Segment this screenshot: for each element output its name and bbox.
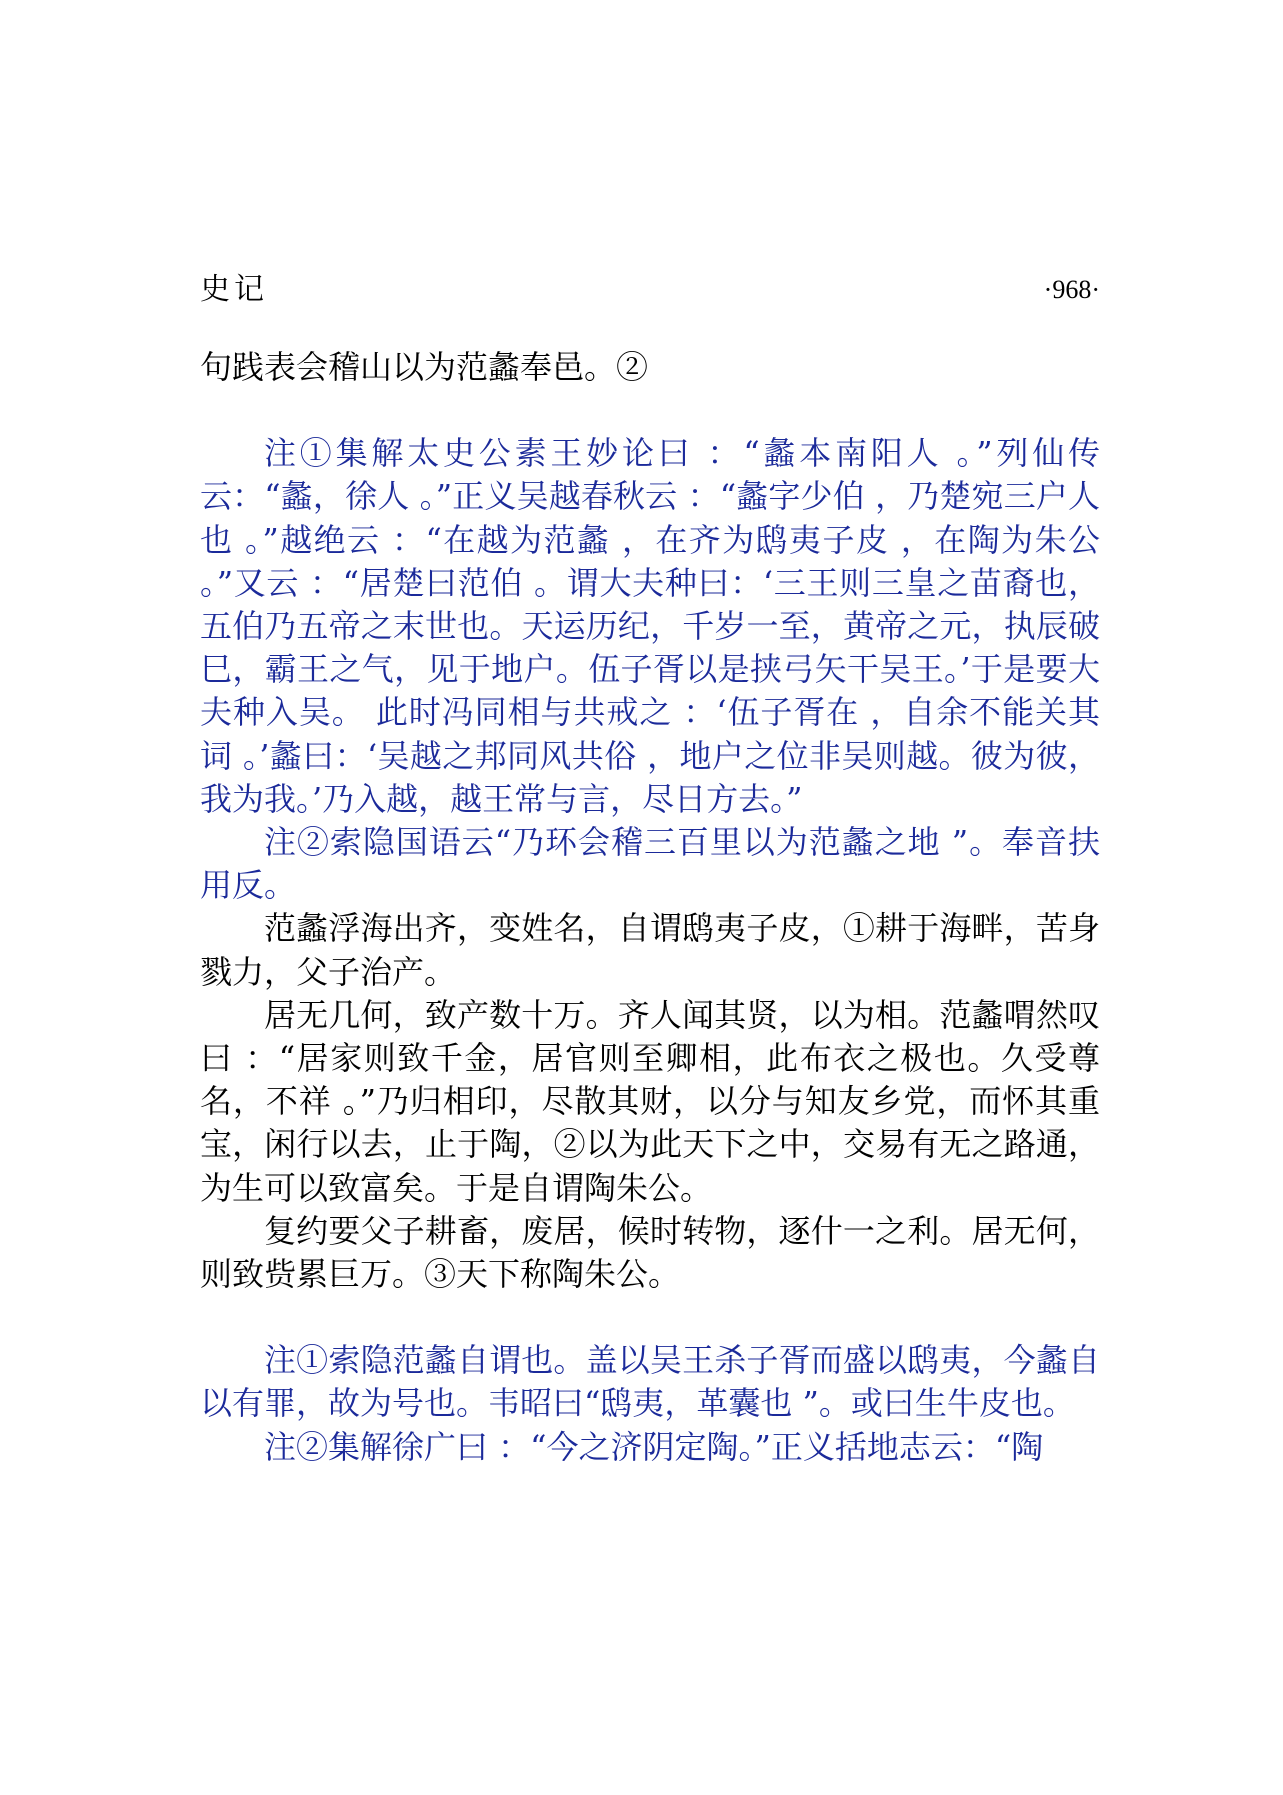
page-header — [200, 268, 1100, 312]
page-number: ·968· — [1043, 275, 1100, 304]
spacer — [200, 389, 1100, 432]
book-title: 史记 — [200, 272, 268, 307]
text-paragraph: 范蠡浮海出齐，变姓名，自谓鸱夷子皮，①耕于海畔，苦身戮力，父子治产。 — [200, 909, 1100, 991]
text-paragraph: 句践表会稽山以为范蠡奉邑。② — [200, 348, 649, 386]
annotation-paragraph: 注②索隐国语云“乃环会稽三百里以为范蠡之地 ”。奉音扶用反。 — [200, 823, 1100, 905]
body-text — [200, 346, 1100, 1469]
annotation-paragraph: 注①集解太史公素王妙论曰 ：“蠡本南阳人 。”列仙传云：“蠡，徐人 。”正义吴越春秋云 ：“蠡字少伯 ，乃楚宛三户人也 。”越绝云 ：“在越为范蠡 ，在齐为鸱夷子皮 ，在陶为朱公 。”又云 ：“居楚曰范伯 。谓大夫种曰：‘三王则三皇之苗裔也，五伯乃五帝之末世也。天运历纪，千岁一至，黄帝之元，执辰破巳，霸王之气，见于地户。伍子胥以是挟弓矢干吴王。’于是要大夫种入吴。 此时冯同相与共戒之 ：‘伍子胥在 ，自余不能关其词 。’蠡曰：‘吴越之邦同风共俗 ，地户之位非吴则越。彼为彼，我为我。’乃入越，越王常与言，尽日方去。” — [200, 434, 1100, 818]
spacer — [200, 1296, 1100, 1339]
annotation-paragraph: 注②集解徐广曰 ：“今之济阴定陶。”正义括地志云：“陶 — [264, 1427, 1044, 1466]
text-paragraph: 复约要父子耕畜，废居，候时转物，逐什一之利。居无何，则致赀累巨万。③天下称陶朱公。 — [200, 1211, 1100, 1294]
annotation-paragraph: 注①索隐范蠡自谓也。盖以吴王杀子胥而盛以鸱夷，今蠡自以有罪，故为号也。韦昭曰“鸱夷，革囊也 ”。或曰生牛皮也。 — [200, 1341, 1100, 1423]
text-paragraph: 居无几何，致产数十万。齐人闻其贤，以为相。范蠡喟然叹曰 ：“居家则致千金，居官则至卿相，此布衣之极也。久受尊名，不祥 。”乃归相印，尽散其财，以分与知友乡党，而怀其重宝，闲行以去，止于陶，②以为此天下之中，交易有无之路通，为生可以致富矣。于是自谓陶朱公。 — [200, 995, 1100, 1207]
